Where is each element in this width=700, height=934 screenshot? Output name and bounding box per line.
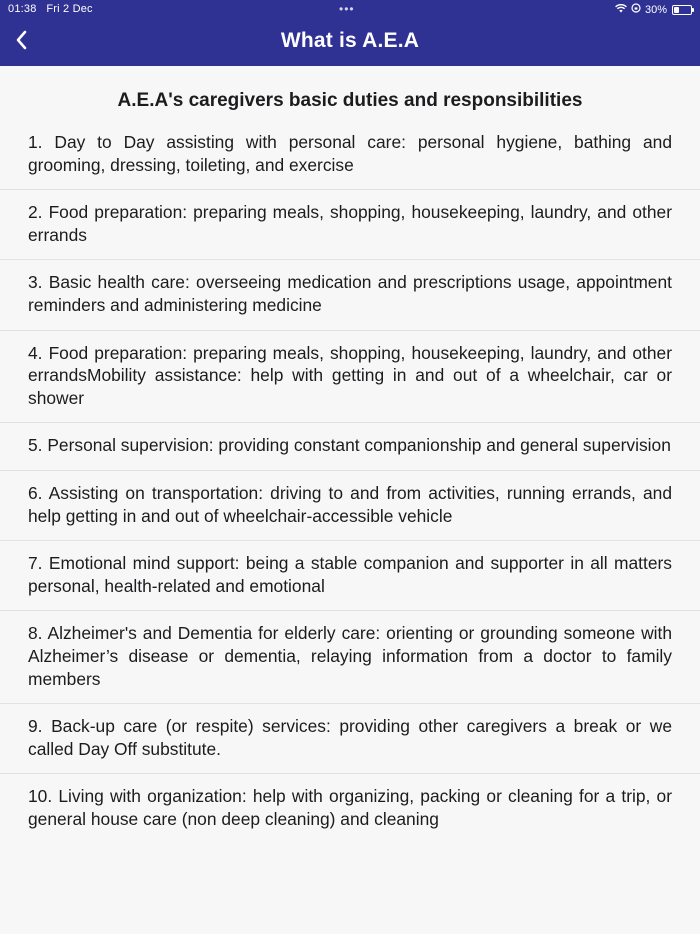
multitasking-dots[interactable]: •••	[339, 2, 355, 16]
status-time	[8, 3, 93, 15]
battery-percent: 30%	[644, 3, 667, 16]
duty-item: 1. Day to Day assisting with personal care: personal hygiene, bathing and grooming, dressing, toileting, and exercise	[0, 120, 700, 190]
status-date: Fri 2 Dec	[46, 3, 93, 15]
battery-icon	[672, 5, 692, 15]
wifi-icon	[615, 4, 627, 16]
duty-item: 9. Back-up care (or respite) services: providing other caregivers a break or we called Day Off substitute.	[0, 704, 700, 774]
section-heading: A.E.A's caregivers basic duties and responsibilities	[117, 90, 583, 111]
duty-item: 5. Personal supervision: providing constant companionship and general supervision	[0, 423, 700, 471]
duty-item: 7. Emotional mind support: being a stable companion and supporter in all matters personal, health-related and emotional	[0, 541, 700, 611]
content-area[interactable]	[0, 66, 700, 934]
page-title: What is A.E.A	[280, 29, 420, 52]
duty-item: 4. Food preparation: preparing meals, shopping, housekeeping, laundry, and other errandsMobility assistance: help with getting in and out of a wheelchair, car or shower	[0, 331, 700, 424]
battery-fill	[674, 7, 679, 13]
duty-item: 2. Food preparation: preparing meals, shopping, housekeeping, laundry, and other errands	[0, 190, 700, 260]
app-header	[0, 0, 700, 66]
status-indicators	[615, 3, 692, 16]
duty-item: 6. Assisting on transportation: driving to and from activities, running errands, and help getting in and out of wheelchair-accessible vehicle	[0, 471, 700, 541]
duties-list	[0, 120, 700, 843]
duty-item: 8. Alzheimer's and Dementia for elderly care: orienting or grounding someone with Alzheimer’s disease or dementia, relaying information from a doctor to family members	[0, 611, 700, 704]
orientation-lock-icon	[631, 3, 641, 16]
duty-item: 3. Basic health care: overseeing medication and prescriptions usage, appointment reminders and administering medicine	[0, 260, 700, 330]
status-clock: 01:38	[8, 3, 37, 15]
duty-item: 10. Living with organization: help with organizing, packing or cleaning for a trip, or general house care (non deep cleaning) and cleaning	[28, 786, 672, 829]
